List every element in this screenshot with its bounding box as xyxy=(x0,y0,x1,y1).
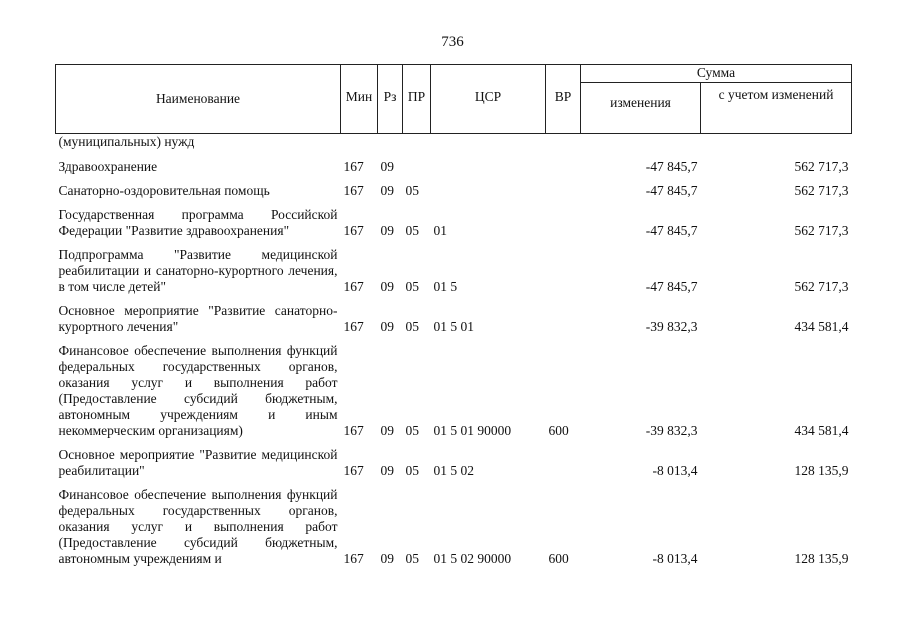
cell-csr: 01 5 xyxy=(433,279,458,294)
cell-rz: 09 xyxy=(380,423,394,438)
cell-name: Финансовое обеспечение выполнения функций федеральных государственных органов, оказания услуг и выполнения работ (Предоставление субсидий бюджетным, автономным учреждениям и иным некоммерческим организациям) xyxy=(58,343,338,438)
cell-vr xyxy=(546,183,581,199)
spacer-cell xyxy=(56,199,852,207)
cell-change: -8 013,4 xyxy=(652,551,698,566)
header-name: Наименование xyxy=(56,65,341,134)
cell-total: 128 135,9 xyxy=(794,551,849,566)
cell-pr: 05 xyxy=(405,223,419,238)
cell-change xyxy=(581,134,701,152)
cell-csr xyxy=(431,134,546,152)
cell-total: 562 717,3 xyxy=(794,159,849,174)
row-spacer xyxy=(56,335,852,343)
cell-pr xyxy=(403,159,431,175)
cell-name: Основное мероприятие "Развитие санаторно-курортного лечения" xyxy=(58,303,338,334)
cell-name: (муниципальных) нужд xyxy=(58,134,195,149)
page-number: 736 xyxy=(441,34,464,50)
cell-rz xyxy=(378,134,403,152)
cell-name: Финансовое обеспечение выполнения функций федеральных государственных органов, оказания услуг и выполнения работ (Предоставление субсидий бюджетным, автономным учреждениям и xyxy=(58,487,338,566)
spacer-cell xyxy=(56,295,852,303)
table-row xyxy=(56,343,852,439)
budget-table xyxy=(55,64,852,567)
header-min: Мин xyxy=(341,65,378,134)
cell-total: 562 717,3 xyxy=(794,279,849,294)
spacer-cell xyxy=(56,335,852,343)
table-header xyxy=(56,65,852,134)
cell-rz: 09 xyxy=(380,551,394,566)
cell-vr xyxy=(546,134,581,152)
cell-change: -47 845,7 xyxy=(645,223,698,238)
row-spacer xyxy=(56,199,852,207)
cell-total: 434 581,4 xyxy=(794,319,849,334)
row-spacer xyxy=(56,151,852,159)
header-pr: ПР xyxy=(403,65,431,134)
cell-total: 562 717,3 xyxy=(794,223,849,238)
cell-name: Основное мероприятие "Развитие медицинской реабилитации" xyxy=(58,447,338,478)
cell-total: 562 717,3 xyxy=(794,183,849,198)
cell-total: 434 581,4 xyxy=(794,423,849,438)
cell-rz: 09 xyxy=(380,319,394,334)
cell-rz: 09 xyxy=(380,183,394,198)
row-spacer xyxy=(56,239,852,247)
cell-csr: 01 xyxy=(433,223,447,238)
cell-vr: 600 xyxy=(548,423,569,438)
spacer-cell xyxy=(56,175,852,183)
cell-csr: 01 5 01 90000 xyxy=(433,423,512,438)
row-spacer xyxy=(56,479,852,487)
cell-name: Государственная программа Российской Федерации "Развитие здравоохранения" xyxy=(58,207,338,238)
cell-min: 167 xyxy=(343,223,364,238)
cell-total xyxy=(701,134,852,152)
cell-rz: 09 xyxy=(380,159,394,174)
cell-csr: 01 5 02 90000 xyxy=(433,551,512,566)
cell-min: 167 xyxy=(343,159,364,174)
cell-rz: 09 xyxy=(380,279,394,294)
cell-change: -39 832,3 xyxy=(645,319,698,334)
cell-min: 167 xyxy=(343,423,364,438)
row-spacer xyxy=(56,175,852,183)
cell-pr: 05 xyxy=(405,319,419,334)
table-row xyxy=(56,207,852,239)
header-vr: ВР xyxy=(546,65,581,134)
cell-change: -47 845,7 xyxy=(645,183,698,198)
spacer-cell xyxy=(56,439,852,447)
cell-name: Санаторно-оздоровительная помощь xyxy=(58,183,270,198)
table-row xyxy=(56,159,852,175)
table-row xyxy=(56,303,852,335)
cell-min xyxy=(341,134,378,152)
cell-min: 167 xyxy=(343,463,364,478)
cell-min: 167 xyxy=(343,279,364,294)
cell-csr: 01 5 02 xyxy=(433,463,474,478)
cell-vr xyxy=(546,159,581,175)
cell-vr xyxy=(546,303,581,335)
cell-vr xyxy=(546,247,581,295)
cell-vr xyxy=(546,447,581,479)
cell-name: Здравоохранение xyxy=(58,159,158,174)
cell-rz: 09 xyxy=(380,463,394,478)
row-spacer xyxy=(56,295,852,303)
header-sum: Сумма xyxy=(581,65,852,83)
cell-min: 167 xyxy=(343,551,364,566)
cell-pr: 05 xyxy=(405,463,419,478)
table-row xyxy=(56,183,852,199)
cell-total: 128 135,9 xyxy=(794,463,849,478)
cell-csr xyxy=(431,159,546,175)
cell-change: -39 832,3 xyxy=(645,423,698,438)
header-with-changes: с учетом изменений xyxy=(701,83,852,134)
cell-pr: 05 xyxy=(405,183,419,198)
table-body xyxy=(56,134,852,568)
spacer-cell xyxy=(56,479,852,487)
cell-change: -47 845,7 xyxy=(645,279,698,294)
table-row xyxy=(56,247,852,295)
header-change: изменения xyxy=(581,83,701,134)
cell-pr xyxy=(403,134,431,152)
spacer-cell xyxy=(56,151,852,159)
cell-csr xyxy=(431,183,546,199)
header-rz: Рз xyxy=(378,65,403,134)
cell-pr: 05 xyxy=(405,279,419,294)
cell-min: 167 xyxy=(343,183,364,198)
cell-rz: 09 xyxy=(380,223,394,238)
cell-pr: 05 xyxy=(405,551,419,566)
cell-vr: 600 xyxy=(548,551,569,566)
table-row xyxy=(56,134,852,152)
header-csr: ЦСР xyxy=(431,65,546,134)
cell-name: Подпрограмма "Развитие медицинской реабилитации и санаторно-курортного лечения, в том числе детей" xyxy=(58,247,338,294)
cell-min: 167 xyxy=(343,319,364,334)
table-row xyxy=(56,447,852,479)
cell-change: -47 845,7 xyxy=(645,159,698,174)
spacer-cell xyxy=(56,239,852,247)
cell-pr: 05 xyxy=(405,423,419,438)
cell-change: -8 013,4 xyxy=(652,463,698,478)
cell-csr: 01 5 01 xyxy=(433,319,474,334)
cell-vr xyxy=(546,207,581,239)
table-row xyxy=(56,487,852,567)
row-spacer xyxy=(56,439,852,447)
